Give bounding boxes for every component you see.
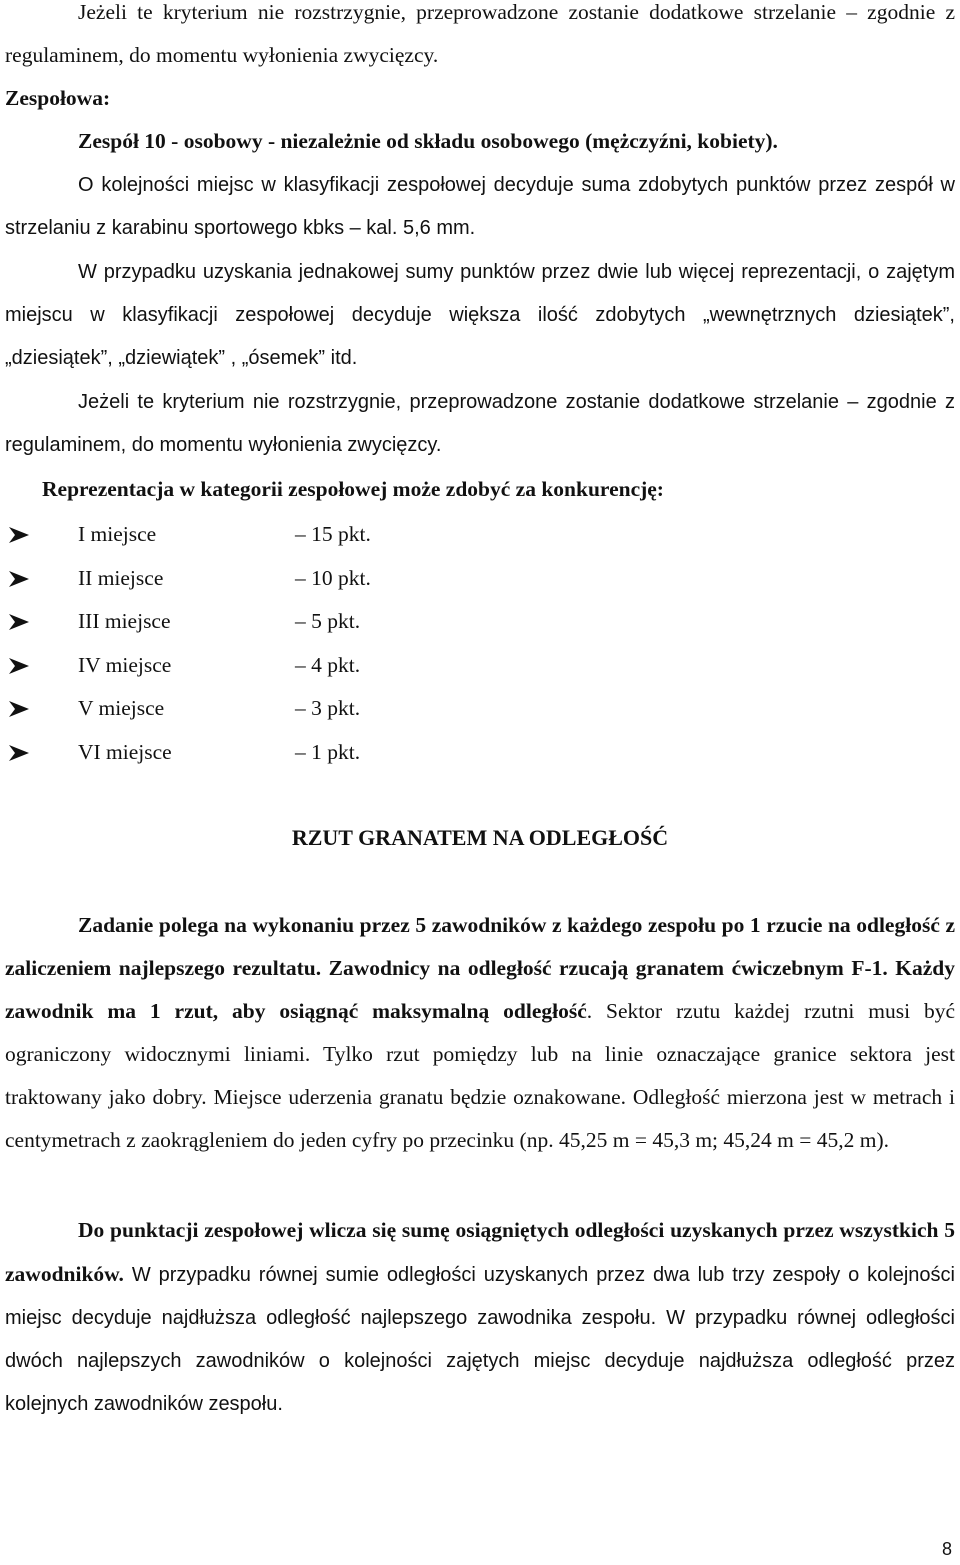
grenade-rules-bold: Zadanie polega na wykonaniu przez 5 zawodników z każdego zespołu po 1 rzucie na odległość z zaliczeniem najlepszego rezultatu. Zawodnicy na odległość rzucają granatem ćwiczebnym F-1. Każdy zawodnik ma 1 rzut, aby osiągnąć maksymalną odległość [5, 913, 955, 1023]
place-label: IV miejsce [78, 652, 172, 677]
heading-zespolowa: Zespołowa: [5, 86, 111, 110]
place-label: V miejsce [78, 696, 165, 721]
arrow-bullet-icon [8, 700, 30, 718]
points-value: – 1 pkt. [295, 739, 361, 764]
arrow-bullet-icon [8, 570, 30, 588]
paragraph-team-tie: W przypadku uzyskania jednakowej sumy punktów przez dwie lub więcej reprezentacji, o zajętym miejscu w klasyfikacji zespołowej decyduje większa ilość zdobytych „wewnętrznych dziesiątek”, „dziesiątek”, „dziewiątek” , „ósemek” itd. [5, 261, 955, 369]
points-value: – 15 pkt. [295, 522, 371, 546]
place-label: I miejsce [78, 522, 157, 546]
team-composition-line: Zespół 10 - osobowy - niezależnie od składu osobowego (mężczyźni, kobiety). [78, 129, 778, 153]
team-scoring-bold: Do punktacji zespołowej wlicza się sumę osiągniętych odległości uzyskanych przez wszystkich 5 zawodników. [5, 1218, 955, 1286]
heading-team-points: Reprezentacja w kategorii zespołowej może zdobyć za konkurencję: [42, 477, 664, 501]
arrow-bullet-icon [8, 613, 30, 631]
page-number: 8 [941, 1539, 952, 1559]
paragraph-team-scoring [5, 1209, 955, 1426]
place-label: VI miejsce [78, 739, 172, 764]
points-value: – 5 pkt. [295, 609, 361, 634]
paragraph-tiebreak-individual: Jeżeli te kryterium nie rozstrzygnie, przeprowadzone zostanie dodatkowe strzelanie – zgodnie z regulaminem, do momentu wyłonienia zwycięzcy. [5, 0, 955, 67]
points-value: – 3 pkt. [295, 696, 361, 721]
section-title: RZUT GRANATEM NA ODLEGŁOŚĆ [291, 825, 669, 850]
paragraph-team-classification: O kolejności miejsc w klasyfikacji zespołowej decyduje suma zdobytych punktów przez zespół w strzelaniu z karabinu sportowego kbks – kal. 5,6 mm. [5, 174, 955, 239]
paragraph-tiebreak-team: Jeżeli te kryterium nie rozstrzygnie, przeprowadzone zostanie dodatkowe strzelanie – zgodnie z regulaminem, do momentu wyłonienia zwycięzcy. [5, 391, 955, 456]
arrow-bullet-icon [8, 526, 30, 544]
place-label: II miejsce [78, 565, 164, 590]
grenade-rules-text: . Sektor rzutu każdej rzutni musi być ograniczony widocznymi liniami. Tylko rzut pomiędzy lub na linie oznaczające granice sektora jest traktowany jako dobry. Miejsce uderzenia granatu będzie oznakowane. Odległość mierzona jest w metrach i centymetrach z zaokrągleniem do jeden cyfry po przecinku (np. 45,25 m = 45,3 m; 45,24 m = 45,2 m). [5, 999, 955, 1152]
arrow-bullet-icon [8, 657, 30, 675]
paragraph-grenade-rules [5, 904, 955, 1162]
points-value: – 10 pkt. [295, 565, 371, 590]
arrow-bullet-icon [8, 744, 30, 762]
points-value: – 4 pkt. [295, 652, 361, 677]
place-label: III miejsce [78, 609, 171, 634]
team-scoring-text: W przypadku równej sumie odległości uzyskanych przez dwa lub trzy zespoły o kolejności miejsc decyduje najdłuższa odległość najlepszego zawodnika zespołu. W przypadku równej odległości dwóch najlepszych zawodników o kolejności zajętych miejsc decyduje najdłuższa odległość przez kolejnych zawodników zespołu. [5, 1264, 955, 1415]
